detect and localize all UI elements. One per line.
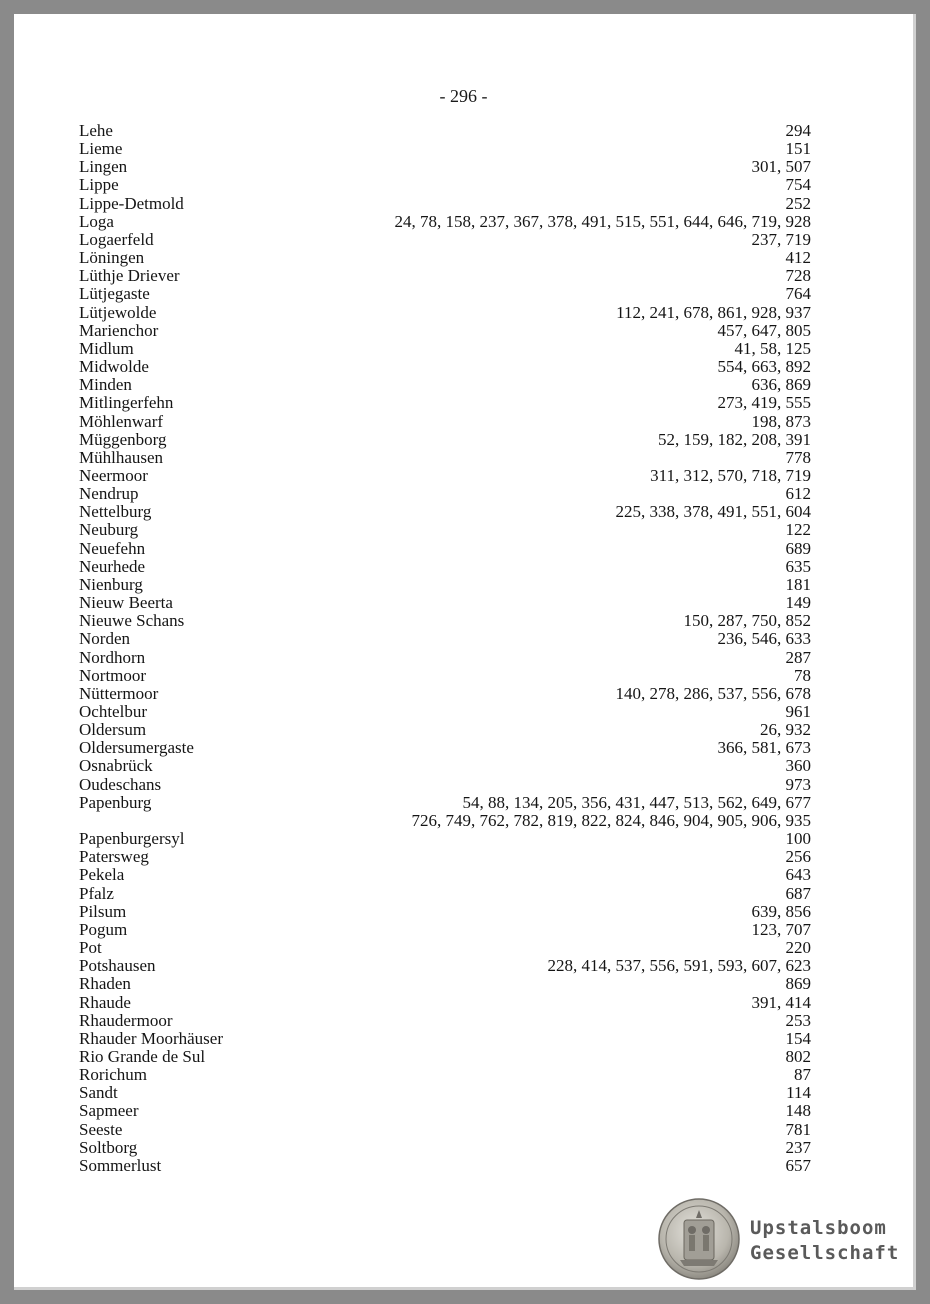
page-references xyxy=(616,304,811,322)
place-name: Rhauder Moorhäuser xyxy=(79,1028,223,1048)
page-references xyxy=(718,739,812,757)
place-name: Norden xyxy=(79,629,130,649)
place-index-list xyxy=(79,122,811,1175)
page-references xyxy=(794,667,811,685)
page-references xyxy=(786,975,812,993)
place-name: Ochtelbur xyxy=(79,702,147,721)
place-name: Soltborg xyxy=(79,1137,138,1157)
page-references xyxy=(786,594,812,612)
page-references xyxy=(752,231,812,249)
place-name: Sandt xyxy=(79,1083,118,1103)
page-references xyxy=(760,721,811,739)
document-page xyxy=(14,14,916,1290)
page-reference-line: 24, 78, 158, 237, 367, 378, 491, 515, 551, 644, 646, 719, 928 xyxy=(394,211,811,231)
page-reference-line: 122 xyxy=(785,520,811,540)
place-name: Rhaden xyxy=(79,974,131,994)
page-reference-line: 639, 856 xyxy=(751,901,811,921)
place-name: Papenburgersyl xyxy=(79,829,185,849)
index-row xyxy=(79,830,811,848)
index-row xyxy=(79,975,811,993)
index-row xyxy=(79,1066,811,1084)
index-row xyxy=(79,376,811,394)
index-row xyxy=(79,249,811,267)
index-row xyxy=(79,304,811,322)
seal-icon xyxy=(658,1198,740,1280)
page-references xyxy=(786,540,812,558)
page-reference-line: 391, 414 xyxy=(751,992,811,1012)
page-references xyxy=(752,994,812,1012)
index-row xyxy=(79,885,811,903)
page-reference-line: 220 xyxy=(785,938,811,958)
page-references xyxy=(786,576,812,594)
page-reference-line: 636, 869 xyxy=(751,375,811,395)
place-name: Nieuwe Schans xyxy=(79,611,185,631)
index-row xyxy=(79,667,811,685)
place-name: Nienburg xyxy=(79,574,143,594)
index-row xyxy=(79,866,811,884)
page-reference-line: 778 xyxy=(785,447,811,467)
place-name: Rio Grande de Sul xyxy=(79,1046,206,1066)
place-name: Midwolde xyxy=(79,357,149,377)
place-name: Sommerlust xyxy=(79,1155,162,1175)
page-references xyxy=(752,376,812,394)
index-row xyxy=(79,1048,811,1066)
page-reference-line: 294 xyxy=(785,121,811,140)
page-references xyxy=(786,1030,812,1048)
place-name: Mitlingerfehn xyxy=(79,393,174,413)
place-name: Midlum xyxy=(79,338,134,358)
page-references xyxy=(786,267,812,285)
page-references xyxy=(718,394,812,412)
page-reference-line: 360 xyxy=(785,756,811,776)
page-references xyxy=(786,885,812,903)
place-name: Neuefehn xyxy=(79,538,146,558)
place-name: Pilsum xyxy=(79,901,127,921)
index-row xyxy=(79,939,811,957)
place-name: Pogum xyxy=(79,919,128,939)
place-name: Lehe xyxy=(79,121,113,140)
page-reference-line: 869 xyxy=(785,974,811,994)
index-row xyxy=(79,1157,811,1175)
place-name: Lüthje Driever xyxy=(79,266,180,286)
page-reference-line: 236, 546, 633 xyxy=(717,629,811,649)
index-row xyxy=(79,521,811,539)
page-references xyxy=(786,122,812,140)
page-references xyxy=(718,358,812,376)
place-name: Lippe xyxy=(79,175,119,195)
index-row xyxy=(79,285,811,303)
place-name: Minden xyxy=(79,375,132,395)
place-name: Oldersum xyxy=(79,720,147,740)
place-name: Neermoor xyxy=(79,465,148,485)
place-name: Nendrup xyxy=(79,484,139,504)
index-row xyxy=(79,558,811,576)
index-row xyxy=(79,1030,811,1048)
place-name: Lütjewolde xyxy=(79,302,157,322)
page-references xyxy=(786,1012,812,1030)
page-references xyxy=(786,1121,812,1139)
index-row xyxy=(79,1121,811,1139)
page-references xyxy=(684,612,812,630)
page-references xyxy=(650,467,811,485)
page-references xyxy=(786,176,812,194)
place-name: Seeste xyxy=(79,1119,123,1139)
place-name: Lippe-Detmold xyxy=(79,193,184,213)
page-references xyxy=(735,340,812,358)
page-references xyxy=(752,158,812,176)
place-name: Neurhede xyxy=(79,556,146,576)
index-row xyxy=(79,358,811,376)
page-references xyxy=(786,485,812,503)
place-name: Neuburg xyxy=(79,520,139,540)
page-reference-line: 228, 414, 537, 556, 591, 593, 607, 623 xyxy=(547,956,811,976)
page-reference-line: 112, 241, 678, 861, 928, 937 xyxy=(616,302,811,322)
index-row xyxy=(79,122,811,140)
page-number: - 296 - xyxy=(439,86,488,106)
place-name: Müggenborg xyxy=(79,429,167,449)
page-references xyxy=(752,921,812,939)
index-row xyxy=(79,757,811,775)
place-name: Sapmeer xyxy=(79,1101,139,1121)
place-name: Möhlenwarf xyxy=(79,411,164,431)
page-references xyxy=(794,1066,811,1084)
place-name: Patersweg xyxy=(79,847,149,867)
place-name: Lieme xyxy=(79,139,123,159)
place-name: Nettelburg xyxy=(79,502,152,522)
index-row xyxy=(79,1084,811,1102)
index-row xyxy=(79,1139,811,1157)
place-name: Rhaudermoor xyxy=(79,1010,173,1030)
place-name: Lingen xyxy=(79,157,128,177)
page-reference-line: 252 xyxy=(785,193,811,213)
index-row xyxy=(79,703,811,721)
index-row xyxy=(79,413,811,431)
page-reference-line: 973 xyxy=(785,774,811,794)
page-references xyxy=(786,521,812,539)
page-references xyxy=(786,1157,812,1175)
page-references xyxy=(786,939,812,957)
index-row xyxy=(79,158,811,176)
index-row xyxy=(79,921,811,939)
place-name: Papenburg xyxy=(79,792,152,812)
page-references xyxy=(395,213,812,231)
page-references xyxy=(786,558,812,576)
index-row xyxy=(79,322,811,340)
place-name: Pfalz xyxy=(79,883,114,903)
page-references xyxy=(786,140,812,158)
page-references xyxy=(616,503,812,521)
page-reference-line: 154 xyxy=(785,1028,811,1048)
page-references xyxy=(718,630,812,648)
place-name: Pekela xyxy=(79,865,125,885)
index-row xyxy=(79,649,811,667)
place-name: Lütjegaste xyxy=(79,284,150,304)
page-reference-line: 754 xyxy=(785,175,811,195)
page-reference-line: 100 xyxy=(785,829,811,849)
page-reference-line: 273, 419, 555 xyxy=(717,393,811,413)
index-row xyxy=(79,540,811,558)
place-name: Nüttermoor xyxy=(79,683,159,703)
page-reference-line: 643 xyxy=(785,865,811,885)
page-references xyxy=(786,776,812,794)
page-references xyxy=(752,413,812,431)
page-reference-line: 52, 159, 182, 208, 391 xyxy=(658,429,811,449)
place-name: Rorichum xyxy=(79,1065,147,1085)
page-references xyxy=(786,249,812,267)
index-row xyxy=(79,485,811,503)
place-name: Nortmoor xyxy=(79,665,147,685)
index-row xyxy=(79,267,811,285)
index-row xyxy=(79,721,811,739)
index-row xyxy=(79,776,811,794)
place-name: Oudeschans xyxy=(79,774,162,794)
page-reference-line: 253 xyxy=(785,1010,811,1030)
page-references xyxy=(786,830,812,848)
index-row xyxy=(79,612,811,630)
place-name: Marienchor xyxy=(79,320,159,340)
page-references xyxy=(412,794,812,830)
page-reference-line: 728 xyxy=(785,266,811,286)
page-reference-line: 726, 749, 762, 782, 819, 822, 824, 846, 904, 905, 906, 935 xyxy=(411,810,811,830)
index-row xyxy=(79,195,811,213)
index-row xyxy=(79,630,811,648)
page-references xyxy=(786,757,812,775)
index-row xyxy=(79,449,811,467)
index-row xyxy=(79,431,811,449)
index-row xyxy=(79,576,811,594)
page-reference-line: 26, 932 xyxy=(760,720,811,740)
page-references xyxy=(786,1102,812,1120)
place-name: Oldersumergaste xyxy=(79,738,194,758)
page-references xyxy=(786,703,812,721)
place-name: Loga xyxy=(79,211,114,231)
place-name: Nordhorn xyxy=(79,647,146,667)
page-references xyxy=(786,285,812,303)
place-name: Pot xyxy=(79,938,102,958)
watermark-text xyxy=(750,1216,899,1266)
page-reference-line: 612 xyxy=(785,484,811,504)
page-reference-line: 412 xyxy=(785,248,811,268)
page-references xyxy=(786,1139,812,1157)
page-reference-line: 366, 581, 673 xyxy=(717,738,811,758)
page-reference-line: 657 xyxy=(785,1155,811,1175)
page-reference-line: 123, 707 xyxy=(751,919,811,939)
page-reference-line: 961 xyxy=(785,702,811,721)
index-row xyxy=(79,848,811,866)
page-references xyxy=(718,322,812,340)
page-reference-line: 181 xyxy=(785,574,811,594)
page-reference-line: 287 xyxy=(785,647,811,667)
page-reference-line: 225, 338, 378, 491, 551, 604 xyxy=(615,502,811,522)
index-row xyxy=(79,231,811,249)
page-references xyxy=(786,866,812,884)
page-reference-line: 764 xyxy=(785,284,811,304)
page-reference-line: 256 xyxy=(785,847,811,867)
page-reference-line: 689 xyxy=(785,538,811,558)
page-reference-line: 237, 719 xyxy=(751,229,811,249)
page-references xyxy=(616,685,812,703)
index-row xyxy=(79,794,811,830)
watermark-line-2: Gesellschaft xyxy=(750,1242,900,1264)
page-reference-line: 78 xyxy=(794,665,811,685)
page-reference-line: 457, 647, 805 xyxy=(717,320,811,340)
page-references xyxy=(658,431,811,449)
page-reference-line: 148 xyxy=(785,1101,811,1121)
page-reference-line: 149 xyxy=(785,593,811,613)
page-reference-line: 198, 873 xyxy=(751,411,811,431)
index-row xyxy=(79,140,811,158)
page-references xyxy=(786,449,812,467)
page-reference-line: 687 xyxy=(785,883,811,903)
place-name: Potshausen xyxy=(79,956,156,976)
page-references xyxy=(752,903,812,921)
index-row xyxy=(79,957,811,975)
page-reference-line: 41, 58, 125 xyxy=(734,338,811,358)
page-reference-line: 311, 312, 570, 718, 719 xyxy=(650,465,811,485)
page-references xyxy=(786,1048,812,1066)
page-reference-line: 802 xyxy=(785,1046,811,1066)
place-name: Mühlhausen xyxy=(79,447,164,467)
page-references xyxy=(548,957,812,975)
page-reference-line: 87 xyxy=(794,1065,811,1085)
page-reference-line: 140, 278, 286, 537, 556, 678 xyxy=(615,683,811,703)
page-reference-line: 114 xyxy=(786,1083,811,1103)
index-row xyxy=(79,594,811,612)
place-name: Nieuw Beerta xyxy=(79,593,173,613)
index-row xyxy=(79,176,811,194)
index-row xyxy=(79,394,811,412)
index-row xyxy=(79,1102,811,1120)
page-reference-line: 151 xyxy=(785,139,811,159)
page-references xyxy=(786,1084,811,1102)
page-reference-line: 54, 88, 134, 205, 356, 431, 447, 513, 562, 649, 677 xyxy=(462,792,811,812)
page-reference-line: 554, 663, 892 xyxy=(717,357,811,377)
index-row xyxy=(79,213,811,231)
index-row xyxy=(79,994,811,1012)
index-row xyxy=(79,467,811,485)
index-row xyxy=(79,340,811,358)
page-reference-line: 635 xyxy=(785,556,811,576)
index-row xyxy=(79,739,811,757)
page-reference-line: 150, 287, 750, 852 xyxy=(683,611,811,631)
place-name: Rhaude xyxy=(79,992,131,1012)
place-name: Löningen xyxy=(79,248,145,268)
index-row xyxy=(79,903,811,921)
index-row xyxy=(79,503,811,521)
index-row xyxy=(79,1012,811,1030)
page-reference-line: 237 xyxy=(785,1137,811,1157)
watermark-line-1: Upstalsboom xyxy=(750,1217,887,1239)
place-name: Osnabrück xyxy=(79,756,153,776)
page-reference-line: 781 xyxy=(785,1119,811,1139)
index-row xyxy=(79,685,811,703)
page-references xyxy=(786,848,812,866)
page-reference-line: 301, 507 xyxy=(751,157,811,177)
page-references xyxy=(786,649,812,667)
page-references xyxy=(786,195,812,213)
place-name: Logaerfeld xyxy=(79,229,154,249)
